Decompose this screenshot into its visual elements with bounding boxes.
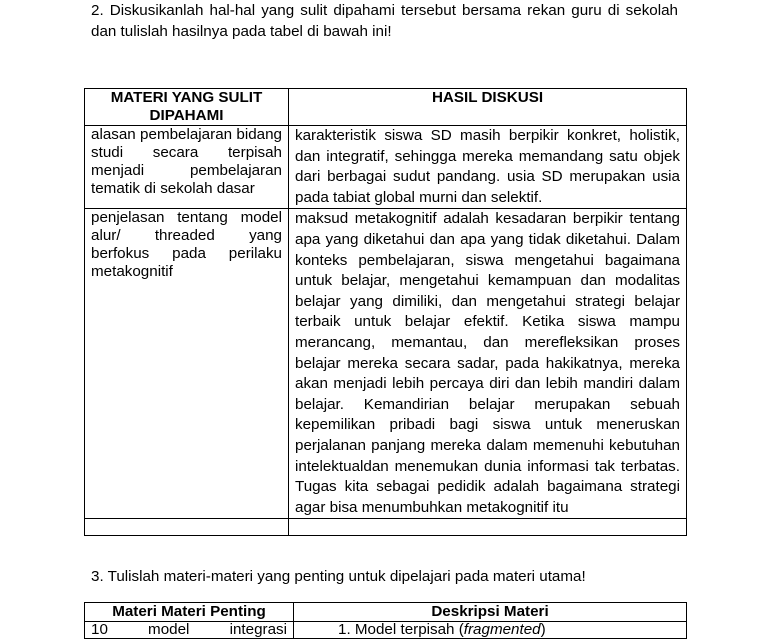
question-3-text: 3. Tulislah materi-materi yang penting untuk dipelajari pada materi utama! xyxy=(91,568,586,585)
deskripsi-italic: fragmented xyxy=(463,621,541,638)
hasil-cell: karakteristik siswa SD masih berpikir konkret, holistik, dan integratif, sehingga mereka memandang satu objek dari berbagai sudut pandang. usia SD merupakan usia pada tabiat global murni dan selektif. xyxy=(289,126,687,209)
question-2-text: 2. Diskusikanlah hal-hal yang sulit dipahami tersebut bersama rekan guru di sekolah dan tulislah hasilnya pada tabel di bawah ini! xyxy=(91,2,678,40)
header-materi-penting: Materi Materi Penting xyxy=(85,603,294,622)
header-hasil-diskusi: HASIL DISKUSI xyxy=(289,89,687,126)
hasil-cell-empty xyxy=(289,519,687,536)
materi-cell: penjelasan tentang model alur/ threaded yang berfokus pada perilaku metakognitif xyxy=(85,209,289,519)
deskripsi-suffix: ) xyxy=(540,621,546,638)
important-material-table xyxy=(84,602,687,639)
table-row xyxy=(85,209,687,519)
materi-cell-empty xyxy=(85,519,289,536)
table-row xyxy=(85,126,687,209)
hasil-cell: maksud metakognitif adalah kesadaran berpikir tentang apa yang diketahui dan apa yang tidak diketahui. Dalam konteks pembelajaran, siswa mengetahui bagaimana untuk belajar, mengetahui kemampuan dan modalitas belajar yang dimiliki, dan mengetahui strategi belajar terbaik untuk belajar efektif. Ketika siswa mampu merancang, memantau, dan merefleksikan proses belajar mereka secara sadar, pada hakikatnya, mereka akan menjadi lebih percaya diri dan lebih mandiri dalam belajar. Kemandirian belajar merupakan sebuah kepemilikan pribadi bagi siswa untuk meneruskan perjalanan panjang mereka dalam memenuhi kebutuhan intelektualdan menemukan dunia informasi tak terbatas. Tugas kita sebagai pedidik adalah bagaimana strategi agar bisa menumbuhkan metakognitif itu xyxy=(289,209,687,519)
table-row xyxy=(85,519,687,536)
table-header-row xyxy=(85,603,687,622)
materi-penting-cell: 10 model integrasi xyxy=(85,622,294,639)
header-deskripsi-materi: Deskripsi Materi xyxy=(294,603,687,622)
header-materi: MATERI YANG SULIT DIPAHAMI xyxy=(85,89,289,126)
table-row xyxy=(85,622,687,639)
materi-cell: alasan pembelajaran bidang studi secara terpisah menjadi pembelajaran tematik di sekolah dasar xyxy=(85,126,289,209)
deskripsi-cell xyxy=(294,622,687,639)
deskripsi-prefix: 1. Model terpisah ( xyxy=(338,621,464,638)
difficult-material-table xyxy=(84,88,687,536)
table-header-row xyxy=(85,89,687,126)
